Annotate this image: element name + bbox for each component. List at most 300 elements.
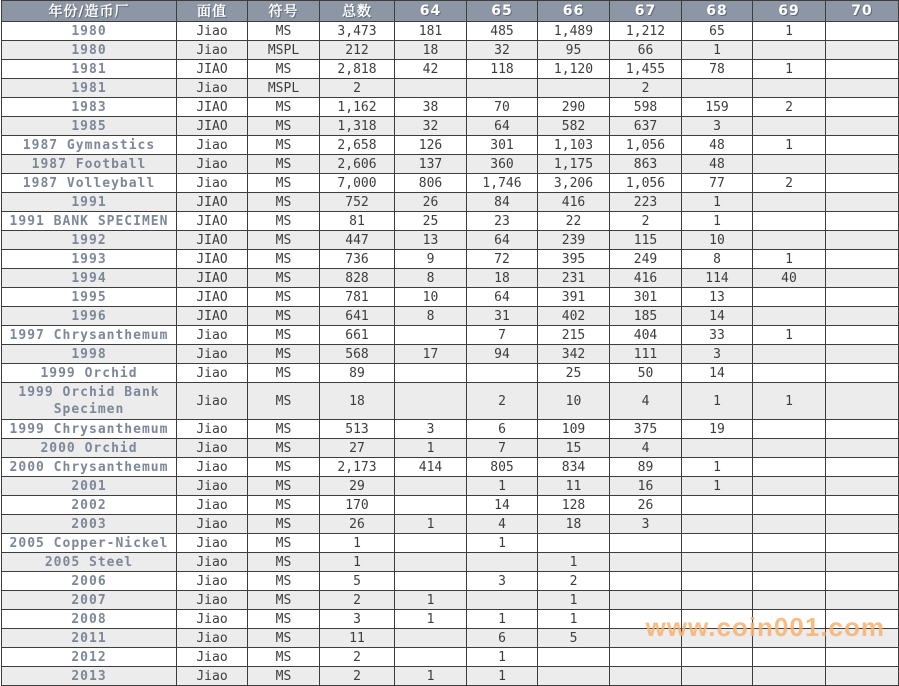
year-mint-cell: 1999 Chrysanthemum (2, 420, 177, 439)
value-cell (826, 572, 899, 591)
value-cell: JIAO (177, 193, 248, 212)
value-cell (826, 212, 899, 231)
value-cell: 9 (395, 250, 467, 269)
value-cell: 5 (320, 572, 395, 591)
value-cell: 1 (395, 591, 467, 610)
table-row (2, 515, 899, 534)
value-cell: 4 (610, 439, 682, 458)
table-row (2, 648, 899, 667)
year-mint-cell: 1981 (2, 79, 177, 98)
value-cell (753, 439, 826, 458)
value-cell: 64 (467, 117, 538, 136)
value-cell (538, 79, 610, 98)
value-cell: Jiao (177, 22, 248, 41)
column-header-3: 总数 (320, 1, 395, 22)
value-cell (682, 591, 753, 610)
value-cell: 65 (682, 22, 753, 41)
value-cell: 72 (467, 250, 538, 269)
column-header-1: 面值 (177, 1, 248, 22)
value-cell: MS (248, 648, 320, 667)
value-cell: Jiao (177, 534, 248, 553)
value-cell (826, 41, 899, 60)
value-cell: 342 (538, 345, 610, 364)
value-cell (753, 117, 826, 136)
value-cell: Jiao (177, 496, 248, 515)
value-cell: 834 (538, 458, 610, 477)
value-cell: 290 (538, 98, 610, 117)
value-cell: Jiao (177, 383, 248, 420)
value-cell (395, 496, 467, 515)
column-header-9: 69 (753, 1, 826, 22)
value-cell: 181 (395, 22, 467, 41)
value-cell (826, 458, 899, 477)
value-cell (826, 174, 899, 193)
value-cell: 70 (467, 98, 538, 117)
value-cell: MS (248, 155, 320, 174)
year-mint-cell: 1995 (2, 288, 177, 307)
value-cell: 637 (610, 117, 682, 136)
value-cell: 1 (467, 534, 538, 553)
value-cell: JIAO (177, 307, 248, 326)
table-row (2, 496, 899, 515)
value-cell (538, 534, 610, 553)
value-cell: 77 (682, 174, 753, 193)
value-cell: 1 (753, 250, 826, 269)
value-cell: 1 (682, 212, 753, 231)
value-cell: 32 (467, 41, 538, 60)
table-row (2, 572, 899, 591)
value-cell: 94 (467, 345, 538, 364)
year-mint-cell: 2000 Orchid (2, 439, 177, 458)
value-cell (610, 629, 682, 648)
value-cell: 1,746 (467, 174, 538, 193)
value-cell (826, 383, 899, 420)
value-cell: 137 (395, 155, 467, 174)
value-cell: 3 (395, 420, 467, 439)
value-cell: 8 (395, 269, 467, 288)
value-cell: MS (248, 458, 320, 477)
value-cell: MS (248, 553, 320, 572)
value-cell (682, 515, 753, 534)
value-cell: 805 (467, 458, 538, 477)
value-cell: 3,206 (538, 174, 610, 193)
value-cell (826, 648, 899, 667)
table-row (2, 212, 899, 231)
year-mint-cell: 1993 (2, 250, 177, 269)
value-cell (826, 136, 899, 155)
value-cell: MS (248, 117, 320, 136)
value-cell: 5 (538, 629, 610, 648)
value-cell: Jiao (177, 79, 248, 98)
table-row (2, 553, 899, 572)
value-cell: 8 (682, 250, 753, 269)
column-header-5: 65 (467, 1, 538, 22)
value-cell (753, 212, 826, 231)
value-cell: 26 (320, 515, 395, 534)
table-row (2, 269, 899, 288)
year-mint-cell: 1998 (2, 345, 177, 364)
value-cell (826, 326, 899, 345)
value-cell (395, 79, 467, 98)
value-cell (753, 477, 826, 496)
value-cell: 11 (538, 477, 610, 496)
value-cell (610, 667, 682, 686)
value-cell: 1 (753, 60, 826, 79)
value-cell (826, 534, 899, 553)
value-cell (467, 364, 538, 383)
value-cell (395, 553, 467, 572)
year-mint-cell: 2011 (2, 629, 177, 648)
value-cell: JIAO (177, 250, 248, 269)
value-cell: 212 (320, 41, 395, 60)
year-mint-cell: 1991 BANK SPECIMEN (2, 212, 177, 231)
value-cell (753, 288, 826, 307)
value-cell: 1,056 (610, 136, 682, 155)
value-cell: MS (248, 515, 320, 534)
value-cell: 395 (538, 250, 610, 269)
value-cell: 32 (395, 117, 467, 136)
value-cell: 416 (610, 269, 682, 288)
value-cell: 1 (467, 477, 538, 496)
value-cell (753, 155, 826, 174)
value-cell (395, 477, 467, 496)
value-cell: Jiao (177, 553, 248, 572)
value-cell: 447 (320, 231, 395, 250)
value-cell: 26 (395, 193, 467, 212)
value-cell: MS (248, 610, 320, 629)
value-cell: 7 (467, 326, 538, 345)
value-cell: JIAO (177, 117, 248, 136)
table-row (2, 458, 899, 477)
value-cell: Jiao (177, 420, 248, 439)
value-cell: 598 (610, 98, 682, 117)
table-row (2, 231, 899, 250)
table-row (2, 667, 899, 686)
value-cell (826, 288, 899, 307)
value-cell (610, 591, 682, 610)
value-cell: 2 (320, 667, 395, 686)
value-cell: MS (248, 439, 320, 458)
value-cell: 736 (320, 250, 395, 269)
value-cell: 25 (395, 212, 467, 231)
value-cell: MS (248, 572, 320, 591)
value-cell: 375 (610, 420, 682, 439)
value-cell: Jiao (177, 515, 248, 534)
value-cell (753, 515, 826, 534)
value-cell: 2 (538, 572, 610, 591)
value-cell (682, 534, 753, 553)
table-row (2, 591, 899, 610)
value-cell: 13 (682, 288, 753, 307)
value-cell: Jiao (177, 326, 248, 345)
value-cell: 18 (538, 515, 610, 534)
value-cell: MS (248, 420, 320, 439)
value-cell (826, 22, 899, 41)
table-row (2, 610, 899, 629)
value-cell (753, 193, 826, 212)
column-header-7: 67 (610, 1, 682, 22)
year-mint-cell: 1980 (2, 41, 177, 60)
value-cell: 1 (395, 610, 467, 629)
value-cell: 1 (682, 477, 753, 496)
value-cell: 360 (467, 155, 538, 174)
value-cell: 7 (467, 439, 538, 458)
value-cell (682, 667, 753, 686)
value-cell (682, 629, 753, 648)
table-row (2, 174, 899, 193)
year-mint-cell: 1987 Volleyball (2, 174, 177, 193)
value-cell (826, 515, 899, 534)
value-cell (826, 345, 899, 364)
value-cell: 2 (610, 212, 682, 231)
value-cell: 1 (467, 610, 538, 629)
value-cell (753, 420, 826, 439)
table-row (2, 307, 899, 326)
value-cell: Jiao (177, 610, 248, 629)
value-cell: MS (248, 231, 320, 250)
value-cell: JIAO (177, 212, 248, 231)
year-mint-cell: 1981 (2, 60, 177, 79)
value-cell: 11 (320, 629, 395, 648)
value-cell: 3 (682, 345, 753, 364)
value-cell (467, 553, 538, 572)
table-row (2, 60, 899, 79)
value-cell: MS (248, 22, 320, 41)
value-cell (826, 610, 899, 629)
year-mint-cell: 1983 (2, 98, 177, 117)
value-cell: 128 (538, 496, 610, 515)
value-cell: 1,120 (538, 60, 610, 79)
value-cell: 10 (682, 231, 753, 250)
table-row (2, 326, 899, 345)
value-cell: MS (248, 250, 320, 269)
value-cell (826, 98, 899, 117)
value-cell (826, 477, 899, 496)
value-cell: 1 (538, 553, 610, 572)
value-cell: 1,162 (320, 98, 395, 117)
value-cell: 111 (610, 345, 682, 364)
value-cell (753, 534, 826, 553)
value-cell: 3 (610, 515, 682, 534)
year-mint-cell: 1987 Gymnastics (2, 136, 177, 155)
column-header-0: 年份/造币厂 (2, 1, 177, 22)
year-mint-cell: 1985 (2, 117, 177, 136)
year-mint-cell: 1996 (2, 307, 177, 326)
value-cell: MS (248, 477, 320, 496)
value-cell (395, 326, 467, 345)
value-cell: 1 (467, 667, 538, 686)
value-cell: MS (248, 269, 320, 288)
value-cell: Jiao (177, 629, 248, 648)
value-cell: 2 (610, 79, 682, 98)
value-cell: 27 (320, 439, 395, 458)
value-cell: Jiao (177, 174, 248, 193)
value-cell (826, 439, 899, 458)
value-cell (826, 269, 899, 288)
table-row (2, 345, 899, 364)
coin-census-table (1, 0, 899, 686)
value-cell: 2 (320, 648, 395, 667)
year-mint-cell: 1992 (2, 231, 177, 250)
value-cell: MS (248, 193, 320, 212)
value-cell (467, 79, 538, 98)
table-row (2, 193, 899, 212)
value-cell (395, 534, 467, 553)
value-cell: 1 (395, 667, 467, 686)
value-cell: Jiao (177, 572, 248, 591)
value-cell: 10 (395, 288, 467, 307)
value-cell (682, 648, 753, 667)
value-cell: 89 (320, 364, 395, 383)
year-mint-cell: 2006 (2, 572, 177, 591)
coin001-watermark: www.coin001.com (645, 612, 885, 642)
value-cell (826, 155, 899, 174)
value-cell: 19 (682, 420, 753, 439)
value-cell (682, 439, 753, 458)
value-cell: Jiao (177, 458, 248, 477)
value-cell: 50 (610, 364, 682, 383)
value-cell (753, 610, 826, 629)
value-cell: 22 (538, 212, 610, 231)
value-cell: MS (248, 136, 320, 155)
value-cell: 661 (320, 326, 395, 345)
value-cell: MSPL (248, 41, 320, 60)
value-cell: 1 (682, 41, 753, 60)
value-cell: 1 (467, 648, 538, 667)
value-cell: JIAO (177, 231, 248, 250)
value-cell: MS (248, 364, 320, 383)
value-cell: 416 (538, 193, 610, 212)
value-cell: 3 (320, 610, 395, 629)
value-cell: 42 (395, 60, 467, 79)
value-cell: 2,173 (320, 458, 395, 477)
value-cell: Jiao (177, 136, 248, 155)
value-cell: MS (248, 326, 320, 345)
value-cell: Jiao (177, 155, 248, 174)
value-cell: MS (248, 591, 320, 610)
value-cell (753, 345, 826, 364)
value-cell: MS (248, 307, 320, 326)
value-cell: 568 (320, 345, 395, 364)
value-cell: 8 (395, 307, 467, 326)
value-cell (538, 648, 610, 667)
value-cell: 1 (538, 610, 610, 629)
value-cell: 3 (682, 117, 753, 136)
value-cell: 2,818 (320, 60, 395, 79)
value-cell (826, 250, 899, 269)
value-cell: 64 (467, 231, 538, 250)
value-cell (753, 307, 826, 326)
value-cell (682, 496, 753, 515)
year-mint-cell: 2013 (2, 667, 177, 686)
value-cell: 1,455 (610, 60, 682, 79)
value-cell: 48 (682, 155, 753, 174)
value-cell: 4 (610, 383, 682, 420)
column-header-8: 68 (682, 1, 753, 22)
value-cell (753, 572, 826, 591)
value-cell: 13 (395, 231, 467, 250)
value-cell: 1 (320, 553, 395, 572)
value-cell: 1,175 (538, 155, 610, 174)
value-cell: 14 (467, 496, 538, 515)
year-mint-cell: 2001 (2, 477, 177, 496)
table-row (2, 364, 899, 383)
value-cell (826, 667, 899, 686)
value-cell: 2 (753, 98, 826, 117)
value-cell: 2 (320, 79, 395, 98)
value-cell: JIAO (177, 288, 248, 307)
value-cell: 33 (682, 326, 753, 345)
value-cell: 38 (395, 98, 467, 117)
year-mint-cell: 2007 (2, 591, 177, 610)
value-cell: 1 (682, 193, 753, 212)
value-cell: 18 (467, 269, 538, 288)
value-cell: 185 (610, 307, 682, 326)
value-cell: 1,318 (320, 117, 395, 136)
value-cell: 66 (610, 41, 682, 60)
value-cell (753, 591, 826, 610)
value-cell (753, 79, 826, 98)
value-cell: 15 (538, 439, 610, 458)
value-cell: 1 (538, 591, 610, 610)
value-cell: 14 (682, 364, 753, 383)
value-cell: 301 (467, 136, 538, 155)
value-cell (753, 629, 826, 648)
value-cell (753, 231, 826, 250)
value-cell: 402 (538, 307, 610, 326)
value-cell: 2 (753, 174, 826, 193)
value-cell: 6 (467, 420, 538, 439)
table-row (2, 383, 899, 420)
value-cell: 1 (395, 439, 467, 458)
value-cell: 1 (682, 383, 753, 420)
value-cell: 14 (682, 307, 753, 326)
value-cell: 301 (610, 288, 682, 307)
value-cell: Jiao (177, 41, 248, 60)
value-cell: 10 (538, 383, 610, 420)
value-cell: MS (248, 629, 320, 648)
value-cell: MS (248, 98, 320, 117)
value-cell (682, 553, 753, 572)
table-row (2, 98, 899, 117)
table-row (2, 288, 899, 307)
value-cell (753, 458, 826, 477)
value-cell (610, 553, 682, 572)
year-mint-cell: 1997 Chrysanthemum (2, 326, 177, 345)
table-row (2, 629, 899, 648)
table-row (2, 41, 899, 60)
value-cell: 1,212 (610, 22, 682, 41)
table-row (2, 117, 899, 136)
value-cell (826, 364, 899, 383)
value-cell: Jiao (177, 591, 248, 610)
value-cell: 513 (320, 420, 395, 439)
value-cell (753, 648, 826, 667)
value-cell: 1 (753, 383, 826, 420)
value-cell: 29 (320, 477, 395, 496)
value-cell: 17 (395, 345, 467, 364)
table-row (2, 79, 899, 98)
value-cell: MS (248, 383, 320, 420)
column-header-4: 64 (395, 1, 467, 22)
value-cell: MS (248, 345, 320, 364)
value-cell (395, 648, 467, 667)
value-cell (826, 591, 899, 610)
value-cell: MS (248, 667, 320, 686)
value-cell: 126 (395, 136, 467, 155)
value-cell (610, 534, 682, 553)
value-cell: 170 (320, 496, 395, 515)
